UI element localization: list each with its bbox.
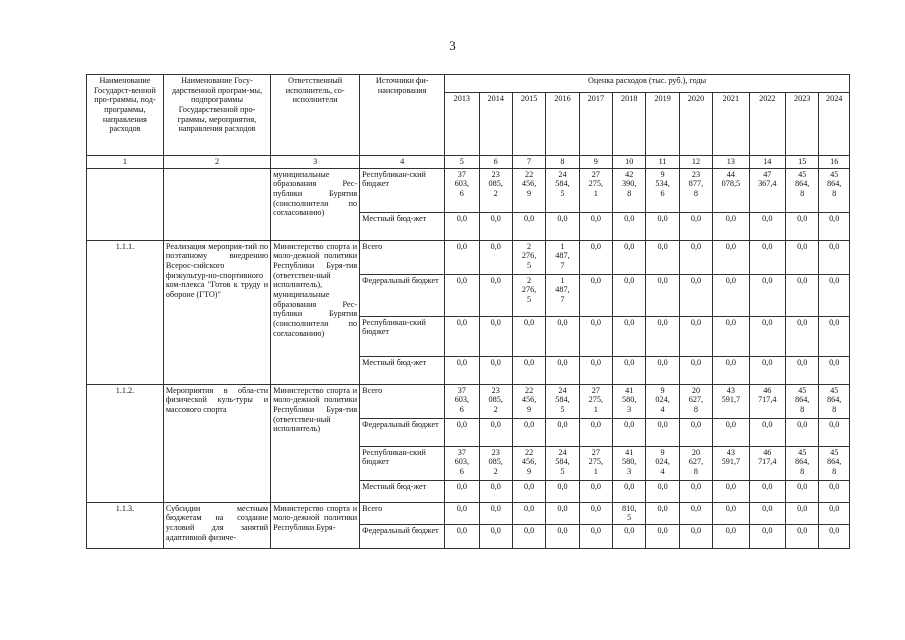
cost-value: 0,0 (579, 480, 612, 502)
cost-value: 0,0 (613, 525, 646, 549)
column-index: 11 (646, 156, 679, 169)
header-row (87, 75, 850, 93)
cost-value: 43 591,7 (713, 384, 749, 418)
cost-value: 0,0 (819, 480, 850, 502)
cost-value: 0,0 (819, 525, 850, 549)
executor: Министерство спорта и моло-дежной политики Республики Буря-тия (ответствен-ный исполнитель) (271, 384, 360, 502)
cost-value: 0,0 (819, 274, 850, 316)
funding-source: Местный бюд-жет (360, 480, 445, 502)
cost-value: 0,0 (749, 212, 785, 240)
header-program-name: Наименование Госу-дарственной програм-мы, подпрограммы Государственной про-граммы, мероприятия, направления расходов (163, 75, 270, 156)
cost-value: 0,0 (512, 525, 545, 549)
cost-value: 0,0 (646, 356, 679, 384)
column-index: 7 (512, 156, 545, 169)
program-name (163, 168, 270, 240)
cost-value: 0,0 (749, 418, 785, 446)
column-index: 8 (546, 156, 579, 169)
cost-value: 23 085, 2 (479, 168, 512, 212)
program-code: 1.1.3. (87, 502, 164, 548)
cost-value: 0,0 (546, 525, 579, 549)
cost-value: 0,0 (445, 316, 479, 356)
cost-value: 0,0 (613, 274, 646, 316)
cost-value: 9 024, 4 (646, 446, 679, 480)
cost-value: 0,0 (646, 274, 679, 316)
cost-value: 0,0 (819, 212, 850, 240)
cost-value: 0,0 (786, 480, 819, 502)
year-header: 2013 (445, 93, 479, 156)
cost-value: 0,0 (713, 316, 749, 356)
cost-value: 9 534, 6 (646, 168, 679, 212)
funding-source: Республикан-ский бюджет (360, 316, 445, 356)
cost-value: 23 877, 8 (679, 168, 712, 212)
cost-value: 0,0 (679, 418, 712, 446)
cost-value: 0,0 (819, 502, 850, 524)
cost-value: 0,0 (713, 212, 749, 240)
cost-value: 37 603, 6 (445, 384, 479, 418)
funding-source: Местный бюд-жет (360, 356, 445, 384)
program-name: Мероприятия в обла-сти физической куль-туры и массового спорта (163, 384, 270, 502)
cost-value: 22 456, 9 (512, 168, 545, 212)
table-row (87, 168, 850, 212)
cost-value: 0,0 (679, 212, 712, 240)
cost-value: 24 584, 5 (546, 446, 579, 480)
year-header: 2015 (512, 93, 545, 156)
cost-value: 0,0 (786, 418, 819, 446)
program-code (87, 168, 164, 240)
cost-value: 0,0 (445, 356, 479, 384)
cost-value: 0,0 (646, 240, 679, 274)
cost-value: 0,0 (819, 240, 850, 274)
year-header: 2022 (749, 93, 785, 156)
executor: Министерство спорта и моло-дежной политики Республики Буря- (271, 502, 360, 548)
cost-value: 0,0 (646, 316, 679, 356)
cost-value: 0,0 (679, 502, 712, 524)
budget-table (86, 74, 850, 549)
cost-value: 0,0 (479, 316, 512, 356)
header-executor: Ответственный исполнитель, со-исполнители (271, 75, 360, 156)
page-number: 3 (449, 38, 456, 53)
cost-value: 0,0 (613, 240, 646, 274)
header-program: Наименование Государст-венной про-граммы, под-программы, направления расходов (87, 75, 164, 156)
cost-value: 1 487, 7 (546, 274, 579, 316)
cost-value: 0,0 (786, 316, 819, 356)
funding-source: Федеральный бюджет (360, 418, 445, 446)
cost-value: 0,0 (579, 212, 612, 240)
cost-value: 0,0 (749, 316, 785, 356)
cost-value: 0,0 (786, 502, 819, 524)
cost-value: 27 275, 1 (579, 446, 612, 480)
cost-value: 0,0 (546, 212, 579, 240)
year-header: 2014 (479, 93, 512, 156)
column-index: 15 (786, 156, 819, 169)
column-index: 9 (579, 156, 612, 169)
cost-value: 46 717,4 (749, 446, 785, 480)
cost-value: 0,0 (579, 418, 612, 446)
table-row (87, 240, 850, 274)
cost-value: 0,0 (445, 212, 479, 240)
cost-value: 0,0 (713, 274, 749, 316)
cost-value: 0,0 (819, 418, 850, 446)
cost-value: 0,0 (713, 525, 749, 549)
cost-value: 22 456, 9 (512, 384, 545, 418)
cost-value: 0,0 (445, 418, 479, 446)
cost-value: 0,0 (646, 418, 679, 446)
cost-value: 0,0 (749, 240, 785, 274)
cost-value: 42 390, 8 (613, 168, 646, 212)
cost-value: 45 864, 8 (819, 384, 850, 418)
cost-value: 45 864, 8 (819, 446, 850, 480)
year-header: 2019 (646, 93, 679, 156)
cost-value: 0,0 (512, 316, 545, 356)
column-index: 5 (445, 156, 479, 169)
cost-value: 0,0 (512, 212, 545, 240)
cost-value: 0,0 (679, 316, 712, 356)
year-header: 2016 (546, 93, 579, 156)
cost-value: 45 864, 8 (786, 168, 819, 212)
year-header: 2020 (679, 93, 712, 156)
cost-value: 0,0 (445, 502, 479, 524)
column-index: 13 (713, 156, 749, 169)
column-index: 12 (679, 156, 712, 169)
cost-value: 0,0 (445, 525, 479, 549)
funding-source: Федеральный бюджет (360, 525, 445, 549)
cost-value: 22 456, 9 (512, 446, 545, 480)
cost-value: 0,0 (512, 480, 545, 502)
cost-value: 44 078,5 (713, 168, 749, 212)
cost-value: 0,0 (646, 480, 679, 502)
cost-value: 41 580, 3 (613, 446, 646, 480)
cost-value: 0,0 (713, 356, 749, 384)
cost-value: 0,0 (579, 316, 612, 356)
cost-value: 47 367,4 (749, 168, 785, 212)
cost-value: 0,0 (749, 356, 785, 384)
cost-value: 0,0 (613, 356, 646, 384)
cost-value: 0,0 (646, 502, 679, 524)
year-header: 2017 (579, 93, 612, 156)
executor: муниципальные образования Рес-публики Бурятия (соисполнители по согласованию) (271, 168, 360, 240)
cost-value: 0,0 (819, 316, 850, 356)
cost-value: 0,0 (679, 240, 712, 274)
column-index: 3 (271, 156, 360, 169)
cost-value: 27 275, 1 (579, 384, 612, 418)
cost-value: 20 627, 8 (679, 446, 712, 480)
cost-value: 27 275, 1 (579, 168, 612, 212)
program-code: 1.1.2. (87, 384, 164, 502)
cost-value: 0,0 (819, 356, 850, 384)
cost-value: 0,0 (579, 525, 612, 549)
cost-value: 45 864, 8 (786, 446, 819, 480)
cost-value: 0,0 (749, 480, 785, 502)
column-index: 2 (163, 156, 270, 169)
cost-value: 0,0 (713, 240, 749, 274)
cost-value: 45 864, 8 (819, 168, 850, 212)
cost-value: 0,0 (713, 480, 749, 502)
year-header: 2024 (819, 93, 850, 156)
cost-value: 41 580, 3 (613, 384, 646, 418)
cost-value: 0,0 (445, 480, 479, 502)
cost-value: 0,0 (579, 502, 612, 524)
year-header: 2018 (613, 93, 646, 156)
cost-value: 9 024, 4 (646, 384, 679, 418)
program-name: Реализация мероприя-тий по поэтапному внедрению Всерос-сийского физкультур-но-спортивного ком-плекса "Готов к труду и обороне (ГТО)" (163, 240, 270, 384)
funding-source: Республикан-ский бюджет (360, 446, 445, 480)
cost-value: 0,0 (579, 274, 612, 316)
cost-value: 24 584, 5 (546, 384, 579, 418)
cost-value: 0,0 (512, 502, 545, 524)
cost-value: 0,0 (479, 480, 512, 502)
cost-value: 0,0 (679, 480, 712, 502)
cost-value: 45 864, 8 (786, 384, 819, 418)
cost-value: 23 085, 2 (479, 384, 512, 418)
cost-value: 43 591,7 (713, 446, 749, 480)
year-header: 2023 (786, 93, 819, 156)
cost-value: 23 085, 2 (479, 446, 512, 480)
column-index: 6 (479, 156, 512, 169)
cost-value: 0,0 (679, 356, 712, 384)
cost-value: 0,0 (613, 316, 646, 356)
cost-value: 0,0 (786, 356, 819, 384)
funding-source: Всего (360, 384, 445, 418)
table-row (87, 502, 850, 524)
executor: Министерство спорта и моло-дежной политики Республики Буря-тия (ответствен-ный исполнитель), муниципальные образования Рес-публики Бурятия (соисполнители по согласованию) (271, 240, 360, 384)
cost-value: 0,0 (646, 525, 679, 549)
cost-value: 0,0 (445, 240, 479, 274)
cost-value: 24 584, 5 (546, 168, 579, 212)
cost-value: 0,0 (546, 480, 579, 502)
column-index: 4 (360, 156, 445, 169)
cost-value: 0,0 (579, 356, 612, 384)
funding-source: Всего (360, 240, 445, 274)
cost-value: 0,0 (613, 480, 646, 502)
cost-value: 0,0 (679, 525, 712, 549)
cost-value: 0,0 (479, 212, 512, 240)
cost-value: 46 717,4 (749, 384, 785, 418)
cost-value: 0,0 (479, 356, 512, 384)
funding-source: Местный бюд-жет (360, 212, 445, 240)
cost-value: 0,0 (512, 418, 545, 446)
column-index: 10 (613, 156, 646, 169)
funding-source: Всего (360, 502, 445, 524)
funding-source: Федеральный бюджет (360, 274, 445, 316)
column-index: 16 (819, 156, 850, 169)
column-index: 14 (749, 156, 785, 169)
cost-value: 0,0 (479, 525, 512, 549)
cost-value: 0,0 (749, 525, 785, 549)
cost-value: 0,0 (749, 274, 785, 316)
cost-value: 810, 5 (613, 502, 646, 524)
program-name: Субсидии местным бюджетам на создание условий для занятий адаптивной физиче- (163, 502, 270, 548)
column-index-row (87, 156, 850, 169)
cost-value: 0,0 (679, 274, 712, 316)
cost-value: 37 603, 6 (445, 168, 479, 212)
cost-value: 0,0 (786, 212, 819, 240)
cost-value: 0,0 (613, 418, 646, 446)
program-code: 1.1.1. (87, 240, 164, 384)
year-header: 2021 (713, 93, 749, 156)
cost-value: 0,0 (546, 316, 579, 356)
cost-value: 0,0 (479, 502, 512, 524)
cost-value: 0,0 (546, 418, 579, 446)
cost-value: 1 487, 7 (546, 240, 579, 274)
cost-value: 0,0 (512, 356, 545, 384)
cost-value: 0,0 (479, 274, 512, 316)
header-funding-source: Источники фи-нансирования (360, 75, 445, 156)
cost-value: 0,0 (786, 525, 819, 549)
cost-value: 0,0 (613, 212, 646, 240)
cost-value: 0,0 (713, 418, 749, 446)
table-row (87, 384, 850, 418)
cost-value: 0,0 (479, 240, 512, 274)
funding-source: Республикан-ский бюджет (360, 168, 445, 212)
cost-value: 0,0 (579, 240, 612, 274)
header-costs: Оценка расходов (тыс. руб.), годы (445, 75, 850, 93)
cost-value: 0,0 (546, 356, 579, 384)
cost-value: 0,0 (479, 418, 512, 446)
cost-value: 0,0 (749, 502, 785, 524)
cost-value: 0,0 (786, 240, 819, 274)
cost-value: 0,0 (713, 502, 749, 524)
cost-value: 0,0 (445, 274, 479, 316)
cost-value: 0,0 (786, 274, 819, 316)
cost-value: 2 276, 5 (512, 274, 545, 316)
cost-value: 37 603, 6 (445, 446, 479, 480)
cost-value: 0,0 (646, 212, 679, 240)
column-index: 1 (87, 156, 164, 169)
cost-value: 0,0 (546, 502, 579, 524)
cost-value: 20 627, 8 (679, 384, 712, 418)
cost-value: 2 276, 5 (512, 240, 545, 274)
